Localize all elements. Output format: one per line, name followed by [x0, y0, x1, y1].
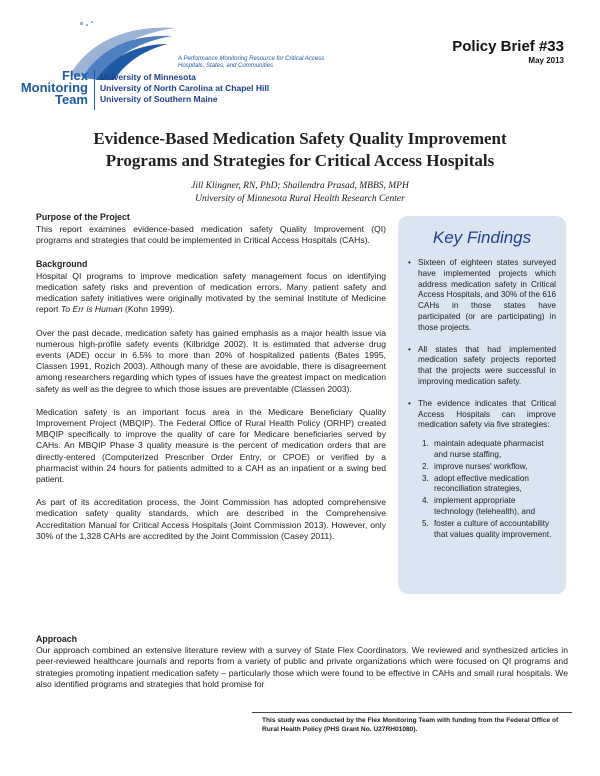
approach-section — [36, 634, 568, 690]
funding-note: This study was conducted by the Flex Monitoring Team with funding from the Federal Office of Rural Health Policy (PHS Grant No. U27RH01080). — [262, 717, 559, 733]
university-item: University of North Carolina at Chapel Hill — [100, 83, 270, 93]
approach-text: Our approach combined an extensive literature review with a survey of State Flex Coordinators. We reviewed and synthesized articles in peer-reviewed healthcare journals and reports from a variety of public and private organizations which were focused on QI programs and strategies promoting inpatient medication safety – particularly those which were found to be effective in CAHs and small rural hospitals. We also identified programs and strategies that hold promise for — [36, 645, 568, 689]
background-heading: Background — [36, 258, 88, 269]
strategy-text: adopt effective medication reconciliation strategies, — [434, 473, 529, 494]
title-line-2: Programs and Strategies for Critical Access Hospitals — [105, 151, 495, 170]
key-findings-heading: Key Findings — [432, 228, 532, 247]
main-column — [36, 212, 386, 554]
strategy-text: implement appropriate technology (telehealth), and — [434, 496, 536, 516]
strategy-number: 1. — [422, 439, 429, 449]
key-finding-item — [408, 399, 556, 541]
background-paragraph-1 — [36, 271, 386, 316]
policy-brief-date: May 2013 — [528, 56, 564, 65]
flex-monitoring-team-wordmark — [18, 70, 88, 106]
strategy-number: 3. — [422, 473, 429, 483]
purpose-text: This report examines evidence-based medication safety Quality Improvement (QI) programs and strategies that could be implemented in Critical Access Hospitals (CAHs). — [36, 224, 386, 246]
title-line-1: Evidence-Based Medication Safety Quality Improvement — [93, 129, 507, 148]
key-finding-item: • All states that had implemented medication safety projects reported that the projects were successful in improving medication safety. — [408, 345, 556, 388]
key-finding-item: • Sixteen of eighteen states surveyed have implemented projects which address medication safety in Critical Access Hospitals, and 30% of the 616 CAHs in those states have participated (or are participating) in those projects. — [408, 258, 556, 334]
university-item: University of Southern Maine — [100, 94, 218, 104]
page-header — [0, 0, 600, 112]
key-findings-box — [398, 216, 566, 594]
background-paragraph-2: Over the past decade, medication safety has gained emphasis as a major health issue via numerous high-profile safety events (Kilbridge 2002). It is estimated that adverse drug events (ADE) occur in 6.5% to more than 20% of hospitalized patients (Bates 1995, Classen 1991, Rozich 2003). Although many of these are avoidable, there is disagreement among researchers regarding which types of issues have the greatest impact on medication safety as well as the degree to which those issues are preventable (Classen 2003). — [36, 327, 386, 394]
footer-divider — [252, 712, 572, 713]
strategy-list — [418, 439, 556, 540]
purpose-heading: Purpose of the Project — [36, 212, 130, 222]
strategy-text: foster a culture of accountability that values quality improvement. — [434, 518, 552, 539]
background-paragraph-3: Medication safety is an important focus area in the Medicare Beneficiary Quality Improvement Project (MBQIP). The Federal Office of Rural Health Policy (ORHP) created MBQIP specifically to improve the quality of care for Medicare beneficiaries served by CAHs. An MBQIP Phase 3 quality measure is the percent of medication orders that are directly-entered (Computerized Prescriber Order Entry, or CPOE) or verified by a pharmacist within 24 hours for patients admitted to a CAH as an inpatient or a swing bed patient. — [36, 406, 386, 485]
strategy-item — [422, 439, 556, 461]
wordmark-line-3: Team — [55, 92, 88, 107]
strategy-item — [422, 519, 556, 541]
university-item: University of Minnesota — [100, 72, 196, 82]
p1-report-title: To Err is Human — [60, 304, 123, 315]
strategy-text: maintain adequate pharmacist and nurse staffing, — [434, 439, 544, 459]
strategy-number: 2. — [422, 461, 429, 471]
university-list — [100, 72, 269, 105]
policy-brief-number: Policy Brief #33 — [452, 38, 564, 55]
key-findings-list — [408, 258, 556, 540]
background-paragraph-4: As part of its accreditation process, the Joint Commission has adopted comprehensive medication safety quality standards, which are described in the Comprehensive Accreditation Manual for Critical Access Hospitals (Joint Commission 2013). However, only 30% of the 1,328 CAHs are accredited by the Joint Commission (Casey 2011). — [36, 497, 386, 541]
wordmark-line-1: Flex — [61, 68, 88, 83]
strategy-number: 5. — [422, 518, 429, 528]
strategy-item — [422, 474, 556, 496]
strategy-item — [422, 462, 556, 473]
authors-block — [40, 180, 560, 206]
document-title — [40, 128, 560, 172]
strategy-item — [422, 496, 556, 518]
header-tagline: A Performance Monitoring Resource for Critical Access Hospitals, States, and Communities — [178, 56, 325, 69]
affiliation: University of Minnesota Rural Health Research Center — [195, 194, 405, 204]
header-divider — [94, 70, 95, 110]
p1-text-b: (Kohn 1999). — [122, 304, 175, 315]
authors: Jill Klingner, RN, PhD; Shailendra Prasad, MBBS, MPH — [191, 181, 409, 191]
strategy-text: improve nurses' workflow, — [434, 461, 528, 471]
key-finding-text: The evidence indicates that Critical Access Hospitals can improve medication safety via five strategies: — [418, 398, 556, 430]
p1-text-a: Hospital QI programs to improve medication safety management focus on identifying medication safety risks and prevention of medication errors. Many patient safety and medication safety initiatives were originally motivated by the seminal Institute of Medicine report — [36, 270, 386, 315]
wordmark-line-2: Monitoring — [20, 80, 88, 95]
approach-heading: Approach — [36, 634, 78, 644]
strategy-number: 4. — [422, 496, 429, 506]
